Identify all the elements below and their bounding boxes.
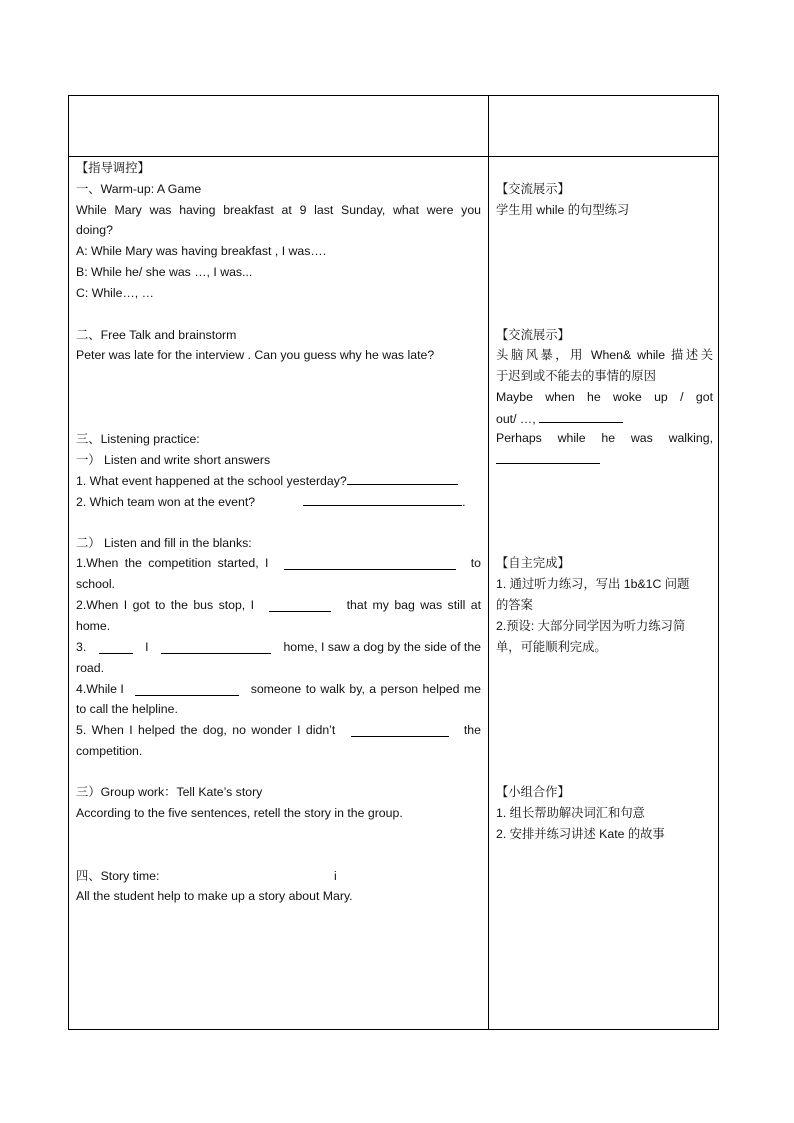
group-cooperation-item-1: 1. 组长帮助解决词汇和句意 <box>496 806 645 820</box>
fill-1-to: to <box>470 556 481 570</box>
header-row-divider <box>68 156 719 157</box>
fill-1-text: 1.When the competition started, I <box>76 556 269 570</box>
listening-question-2-period: . <box>462 495 466 509</box>
guide-header: 【指导调控】 <box>76 161 150 175</box>
fill-4-text-end: someone to walk by, a person helped me <box>250 682 481 696</box>
fill-2-text: 2.When I got to the bus stop, I <box>76 598 255 612</box>
self-study-header: 【自主完成】 <box>496 556 570 570</box>
fill-sentence-1-cont: school. <box>76 577 115 591</box>
group-cooperation-header: 【小组合作】 <box>496 785 570 799</box>
fill-sentence-4 <box>76 682 481 697</box>
brainstorm-line5: Perhaps while he was walking, <box>496 431 713 445</box>
warmup-answer-a: A: While Mary was having breakfast , I was…. <box>76 244 327 258</box>
story-time-instruction: All the student help to make up a story about Mary. <box>76 889 353 903</box>
brainstorm-line4-text: out/ …, <box>496 412 536 426</box>
fill-5-text-end: the <box>463 723 481 737</box>
brainstorm-line6 <box>496 452 600 468</box>
listening-subsection-1: 一） Listen and write short answers <box>76 453 271 467</box>
fill-sentence-3 <box>76 640 481 655</box>
fill-3-number: 3. <box>76 640 87 654</box>
section-3-title: 三、Listening practice: <box>76 432 200 446</box>
listening-question-1 <box>76 473 458 489</box>
listening-question-1-text: 1. What event happened at the school yesterday? <box>76 474 347 488</box>
warmup-question-line1: While Mary was having breakfast at 9 last Sunday, what were you <box>76 203 481 217</box>
answer-blank[interactable] <box>496 452 600 464</box>
group-work-instruction: According to the five sentences, retell the story in the group. <box>76 806 403 820</box>
fill-4-text: 4.While I <box>76 682 124 696</box>
group-work-title: 三）Group work：Tell Kate’s story <box>76 785 263 799</box>
section-2-title: 二、Free Talk and brainstorm <box>76 328 237 342</box>
fill-sentence-1 <box>76 556 481 571</box>
column-divider <box>488 95 489 1030</box>
listening-subsection-2: 二） Listen and fill in the blanks: <box>76 536 252 550</box>
brainstorm-line1: 头脑风暴，用 When& while 描述关 <box>496 348 713 362</box>
fill-5-text: 5. When I helped the dog, no wonder I didn’t <box>76 723 336 737</box>
fill-blank[interactable] <box>99 642 133 654</box>
brainstorm-line3: Maybe when he woke up / got <box>496 390 713 404</box>
self-study-line4: 单，可能顺利完成。 <box>496 640 607 654</box>
self-study-line1: 1. 通过听力练习，写出 1b&1C 问题 <box>496 577 690 591</box>
brainstorm-line2: 于迟到或不能去的事情的原因 <box>496 369 656 383</box>
self-study-line2: 的答案 <box>496 598 533 612</box>
listening-question-2 <box>76 494 466 510</box>
answer-blank[interactable] <box>539 411 623 423</box>
fill-sentence-2-cont: home. <box>76 619 111 633</box>
exchange-header-2: 【交流展示】 <box>496 328 570 342</box>
answer-blank[interactable] <box>303 494 462 506</box>
answer-blank[interactable] <box>347 473 458 485</box>
warmup-answer-b: B: While he/ she was …, I was... <box>76 265 253 279</box>
self-study-line3: 2.预设: 大部分同学因为听力练习简 <box>496 619 686 633</box>
exchange-text-1: 学生用 while 的句型练习 <box>496 203 630 217</box>
fill-3-text-end: home, I saw a dog by the side of the <box>283 640 481 654</box>
fill-blank[interactable] <box>351 725 449 737</box>
section-4-title: 四、Story time: <box>76 869 160 883</box>
free-talk-question: Peter was late for the interview . Can you guess why he was late? <box>76 348 435 362</box>
exchange-header-1: 【交流展示】 <box>496 182 570 196</box>
fill-sentence-5-cont: competition. <box>76 744 143 758</box>
fill-blank[interactable] <box>135 684 239 696</box>
fill-3-pronoun: I <box>145 640 149 654</box>
fill-blank[interactable] <box>269 600 331 612</box>
stray-mark: i <box>334 869 337 883</box>
fill-sentence-5 <box>76 723 481 738</box>
fill-2-text-end: that my bag was still at <box>346 598 481 612</box>
section-1-title: 一、Warm-up: A Game <box>76 182 202 196</box>
fill-blank[interactable] <box>284 558 456 570</box>
fill-sentence-4-cont: to call the helpline. <box>76 702 178 716</box>
fill-blank[interactable] <box>161 642 271 654</box>
listening-question-2-text: 2. Which team won at the event? <box>76 495 256 509</box>
fill-sentence-2 <box>76 598 481 613</box>
warmup-question-line2: doing? <box>76 223 113 237</box>
group-cooperation-item-2: 2. 安排并练习讲述 Kate 的故事 <box>496 827 665 841</box>
warmup-answer-c: C: While…, … <box>76 286 154 300</box>
fill-sentence-3-cont: road. <box>76 661 105 675</box>
brainstorm-line4 <box>496 411 623 427</box>
